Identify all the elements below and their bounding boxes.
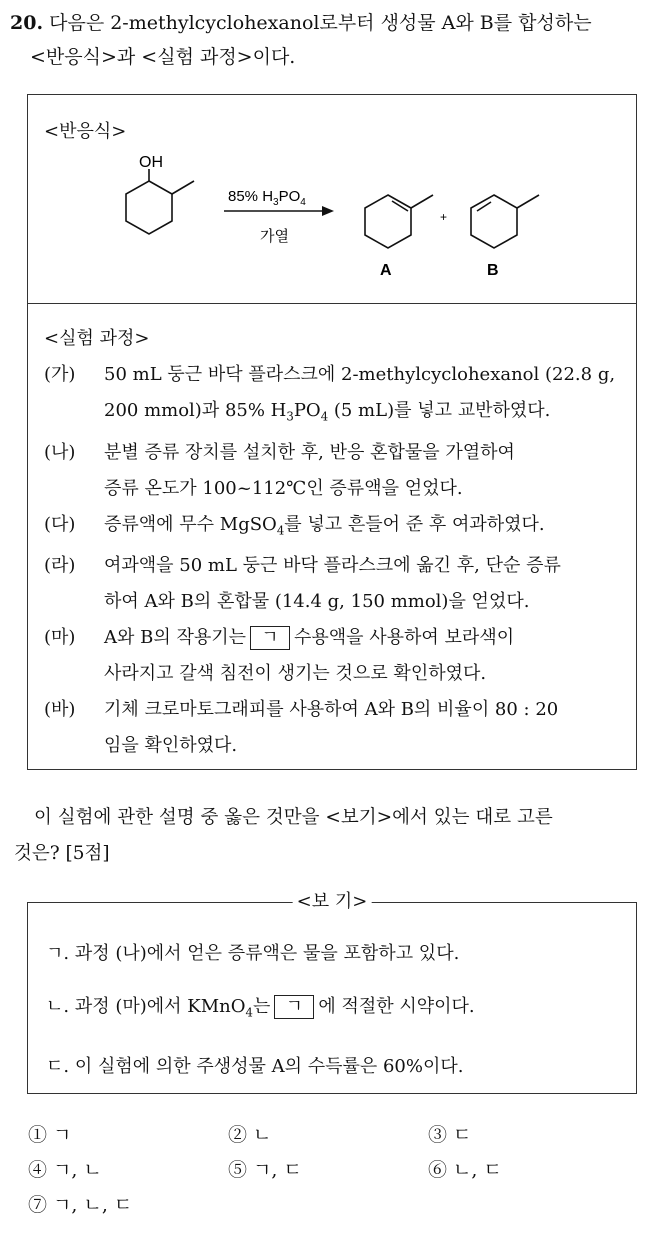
step-text: 하여 A와 B의 혼합물 (14.4 g, 150 mmol)을 얻었다. xyxy=(104,591,530,613)
step-tag: (라) xyxy=(44,555,76,577)
procedure xyxy=(44,321,624,764)
step-text: 사라지고 갈색 침전이 생기는 것으로 확인하였다. xyxy=(104,663,487,685)
bogi-item-3: ㄷ. 이 실험에 의한 주생성물 A의 수득률은 60%이다. xyxy=(46,1055,464,1077)
reaction-diagram xyxy=(28,95,636,303)
question-number: 20. xyxy=(10,12,44,34)
step-text: 임을 확인하였다. xyxy=(104,735,238,757)
reaction-scheme xyxy=(28,95,636,303)
step-na xyxy=(44,435,624,507)
question-header xyxy=(10,6,640,74)
box-divider xyxy=(28,303,636,304)
blank-box: ㄱ xyxy=(274,995,314,1019)
product-a-ring xyxy=(365,195,411,248)
prompt-line2: 것은? [5점] xyxy=(14,843,110,864)
step-text: 200 mmol)과 85% $H_3PO_4$ (5 mL)를 넣고 교반하였다. xyxy=(104,400,551,424)
procedure-title: <실험 과정> xyxy=(44,328,150,349)
bogi-box xyxy=(27,891,637,1094)
bogi-items xyxy=(46,927,475,1093)
step-da xyxy=(44,507,624,549)
condition-label: 가열 xyxy=(260,228,289,245)
bogi-item-2: ㄴ. 과정 (마)에서 KMnO$_4$는 ㄱ 에 적절한 시약이다. xyxy=(46,996,475,1020)
plus-sign: + xyxy=(440,210,448,224)
arrow-head xyxy=(322,206,334,216)
reaction-title: <반응식> xyxy=(44,121,127,142)
option-2[interactable]: ② ㄴ xyxy=(228,1124,272,1146)
step-ba xyxy=(44,692,624,764)
step-ra xyxy=(44,548,624,620)
option-4[interactable]: ④ ㄱ, ㄴ xyxy=(28,1159,102,1181)
oh-label: OH xyxy=(139,154,163,171)
reactant-ring xyxy=(126,181,172,234)
blank-box: ㄱ xyxy=(250,626,290,650)
option-1[interactable]: ① ㄱ xyxy=(28,1124,72,1146)
reactant-methyl-bond xyxy=(172,181,194,194)
option-7[interactable]: ⑦ ㄱ, ㄴ, ㄷ xyxy=(28,1194,133,1216)
option-3[interactable]: ③ ㄷ xyxy=(428,1124,472,1146)
product-a-methyl-bond xyxy=(411,195,433,208)
step-text: 50 mL 둥근 바닥 플라스크에 2-methylcyclohexanol (22.8 g, xyxy=(104,364,616,385)
question-text-line2: <반응식>과 <실험 과정>이다. xyxy=(30,46,296,68)
step-tag: (가) xyxy=(44,364,76,385)
step-text: 증류 온도가 100~112℃인 증류액을 얻었다. xyxy=(104,477,463,499)
product-b-ring xyxy=(471,195,517,248)
step-text: 증류액에 무수 MgSO$_4$를 넣고 흔들어 준 후 여과하였다. xyxy=(104,513,545,538)
reagent-label: 85% $H_3PO_4$ xyxy=(228,188,306,208)
bogi-item-1: ㄱ. 과정 (나)에서 얻은 증류액은 물을 포함하고 있다. xyxy=(46,943,460,964)
step-tag: (다) xyxy=(44,513,76,535)
option-6[interactable]: ⑥ ㄴ, ㄷ xyxy=(428,1159,502,1181)
step-text: 기체 크로마토그래피를 사용하여 A와 B의 비율이 80 : 20 xyxy=(104,699,559,721)
option-5[interactable]: ⑤ ㄱ, ㄷ xyxy=(228,1159,302,1181)
experiment-box xyxy=(27,94,637,770)
answer-options xyxy=(28,1118,628,1223)
question-prompt xyxy=(14,800,634,872)
step-text: 분별 증류 장치를 설치한 후, 반응 혼합물을 가열하여 xyxy=(104,441,515,463)
step-tag: (바) xyxy=(44,699,76,721)
product-b-label: B xyxy=(487,262,499,279)
product-b-methyl-bond xyxy=(517,195,539,208)
bogi-title: <보 기> xyxy=(293,890,372,914)
step-text: A와 B의 작용기는 ㄱ 수용액을 사용하여 보라색이 xyxy=(104,627,515,649)
step-text: 여과액을 50 mL 둥근 바닥 플라스크에 옮긴 후, 단순 증류 xyxy=(104,555,561,577)
product-a-label: A xyxy=(380,262,392,279)
prompt-line1: 이 실험에 관한 설명 중 옳은 것만을 <보기>에서 있는 대로 고른 xyxy=(34,807,553,828)
step-tag: (나) xyxy=(44,441,76,463)
step-ma xyxy=(44,620,624,692)
question-text-line1: 다음은 2-methylcyclohexanol로부터 생성물 A와 B를 합성하는 xyxy=(49,12,592,34)
step-tag: (마) xyxy=(44,627,76,649)
step-ga xyxy=(44,357,624,435)
